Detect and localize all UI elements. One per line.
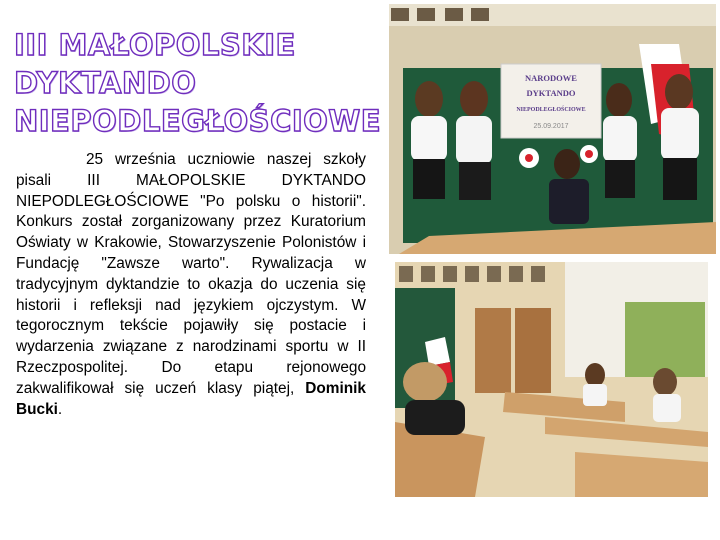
article-text [16, 150, 366, 420]
photo-classroom-writing [395, 262, 708, 497]
poster-line-1: NARODOWE [525, 73, 577, 83]
article-end: . [57, 400, 63, 418]
page-title [14, 26, 434, 140]
poster-line-3: NIEPODLEGŁOŚCIOWE [516, 107, 586, 113]
poster-date: 25.09.2017 [533, 123, 569, 130]
article-body: 25 września uczniowie naszej szkoły pisali III MAŁOPOLSKIE DYKTANDO NIEPODLEGŁOŚCIOWE "Po polsku o historii". Konkurs został zorganizowany przez Kuratorium Oświaty w Krakowie, Stowarzyszenie Polonistów i Fundację "Zawsze warto". Rywalizacja w tradycyjnym dyktandzie to okazja do uczenia się historii i refleksji nad językiem ojczystym. W tegorocznym tekście pojawiły się postacie i wydarzenia związane z narodzinami sportu w II Rzeczpospolitej. Do etapu rejonowego zakwalifikował się uczeń klasy piątej, [16, 151, 366, 397]
title-line-1: III MAŁOPOLSKIE DYKTANDO [14, 28, 296, 100]
photo-students-at-board [389, 4, 716, 254]
title-line-2: NIEPODLEGŁOŚCIOWE [14, 104, 382, 138]
winner-name: Dominik Bucki [16, 379, 366, 418]
poster-line-2: DYKTANDO [526, 88, 576, 98]
